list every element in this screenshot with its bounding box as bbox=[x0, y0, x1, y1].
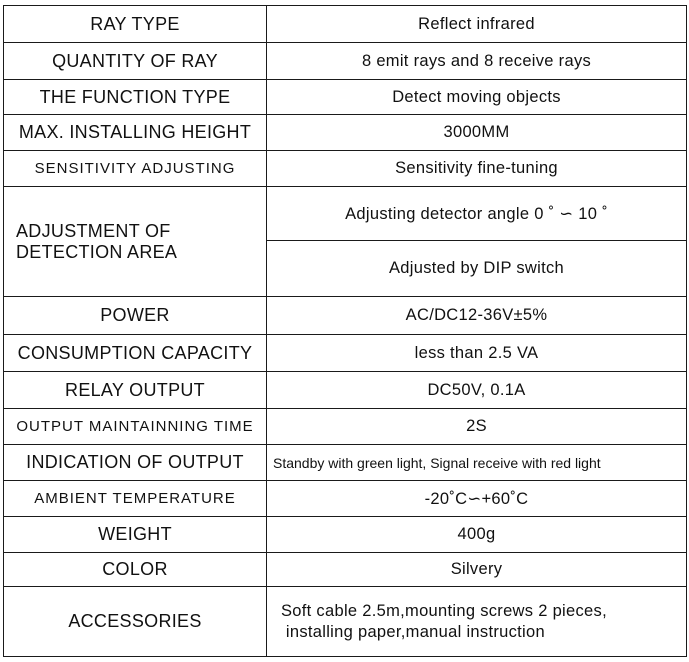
color-label: COLOR bbox=[4, 553, 267, 587]
ray-type-label: RAY TYPE bbox=[4, 6, 267, 43]
function-type-value: Detect moving objects bbox=[267, 80, 687, 115]
accessories-value-line1: Soft cable 2.5m,mounting screws 2 pieces, bbox=[281, 601, 607, 620]
consumption-capacity-label: CONSUMPTION CAPACITY bbox=[4, 335, 267, 372]
spec-row-output-maintaining-time bbox=[4, 409, 687, 445]
accessories-value bbox=[267, 587, 687, 657]
relay-output-label: RELAY OUTPUT bbox=[4, 372, 267, 409]
adjustment-detection-area-label bbox=[4, 187, 267, 297]
weight-value: 400g bbox=[267, 517, 687, 553]
power-label: POWER bbox=[4, 297, 267, 335]
consumption-capacity-value: less than 2.5 VA bbox=[267, 335, 687, 372]
spec-row-max-installing-height bbox=[4, 115, 687, 151]
quantity-of-ray-label: QUANTITY OF RAY bbox=[4, 43, 267, 80]
specification-table bbox=[3, 5, 687, 657]
spec-row-adjustment-detection-area-1 bbox=[4, 187, 687, 241]
adjustment-label-line1: ADJUSTMENT OF bbox=[16, 220, 171, 241]
indication-of-output-value: Standby with green light, Signal receive with red light bbox=[267, 445, 687, 481]
adjustment-label-line2: DETECTION AREA bbox=[16, 241, 178, 262]
ray-type-value: Reflect infrared bbox=[267, 6, 687, 43]
spec-row-accessories bbox=[4, 587, 687, 657]
quantity-of-ray-value: 8 emit rays and 8 receive rays bbox=[267, 43, 687, 80]
max-installing-height-value: 3000MM bbox=[267, 115, 687, 151]
spec-row-relay-output bbox=[4, 372, 687, 409]
sensitivity-adjusting-value: Sensitivity fine-tuning bbox=[267, 151, 687, 187]
spec-row-ray-type bbox=[4, 6, 687, 43]
ambient-temperature-label: AMBIENT TEMPERATURE bbox=[4, 481, 267, 517]
color-value: Silvery bbox=[267, 553, 687, 587]
power-value: AC/DC12-36V±5% bbox=[267, 297, 687, 335]
adjusting-detector-angle-value: Adjusting detector angle 0 ˚ ∽ 10 ˚ bbox=[267, 187, 687, 241]
output-maintaining-time-label: OUTPUT MAINTAINNING TIME bbox=[4, 409, 267, 445]
dip-switch-value: Adjusted by DIP switch bbox=[267, 241, 687, 297]
spec-row-ambient-temperature bbox=[4, 481, 687, 517]
accessories-label: ACCESSORIES bbox=[4, 587, 267, 657]
relay-output-value: DC50V, 0.1A bbox=[267, 372, 687, 409]
function-type-label: THE FUNCTION TYPE bbox=[4, 80, 267, 115]
spec-row-function-type bbox=[4, 80, 687, 115]
spec-row-power bbox=[4, 297, 687, 335]
output-maintaining-time-value: 2S bbox=[267, 409, 687, 445]
indication-of-output-label: INDICATION OF OUTPUT bbox=[4, 445, 267, 481]
spec-row-color bbox=[4, 553, 687, 587]
spec-row-consumption-capacity bbox=[4, 335, 687, 372]
ambient-temperature-value: -20˚C∽+60˚C bbox=[267, 481, 687, 517]
max-installing-height-label: MAX. INSTALLING HEIGHT bbox=[4, 115, 267, 151]
spec-row-indication-of-output bbox=[4, 445, 687, 481]
spec-row-weight bbox=[4, 517, 687, 553]
spec-row-sensitivity-adjusting bbox=[4, 151, 687, 187]
spec-row-quantity-of-ray bbox=[4, 43, 687, 80]
accessories-value-line2: installing paper,manual instruction bbox=[281, 622, 545, 641]
sensitivity-adjusting-label: SENSITIVITY ADJUSTING bbox=[4, 151, 267, 187]
weight-label: WEIGHT bbox=[4, 517, 267, 553]
